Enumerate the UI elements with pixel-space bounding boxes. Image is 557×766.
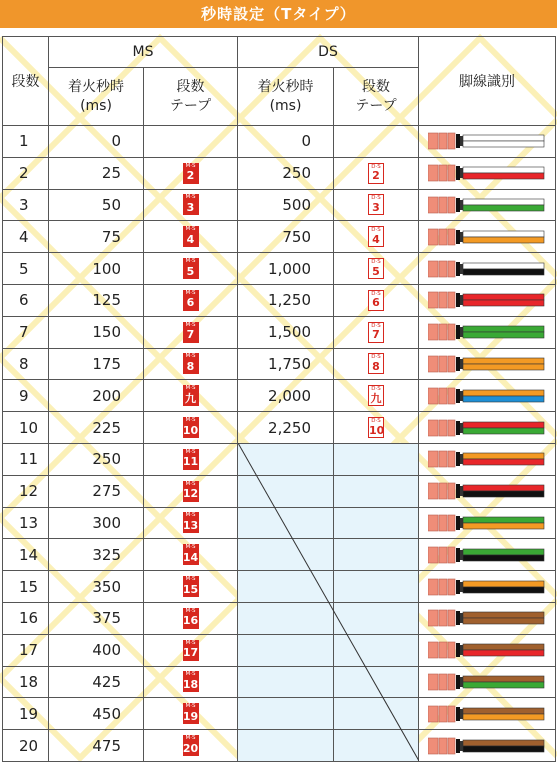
ms-stage-tape: M·S 10 bbox=[182, 417, 199, 437]
ms-tape-cell bbox=[144, 698, 238, 730]
ms-delay-cell: 300 bbox=[49, 507, 144, 539]
leg-wire-icon bbox=[428, 513, 546, 533]
ds-delay-cell bbox=[238, 602, 334, 634]
ds-tape-cell bbox=[334, 348, 419, 380]
ds-stage-tape: D·S 3 bbox=[368, 194, 384, 215]
wire-id-cell bbox=[419, 602, 556, 634]
stage-cell: 5 bbox=[3, 253, 49, 285]
leg-wire-icon bbox=[428, 259, 546, 279]
table-row bbox=[3, 730, 556, 762]
ms-stage-tape: M·S 11 bbox=[182, 448, 199, 469]
wire-id-cell bbox=[419, 698, 556, 730]
leg-wire-icon bbox=[428, 227, 546, 247]
ds-tape-cell bbox=[334, 698, 419, 730]
ms-tape-cell bbox=[144, 730, 238, 762]
ds-tape-cell bbox=[334, 443, 419, 475]
wire-id-cell bbox=[419, 571, 556, 603]
table-row bbox=[3, 475, 556, 507]
stage-cell: 10 bbox=[3, 412, 49, 444]
ms-delay-cell: 275 bbox=[49, 475, 144, 507]
wire-id-cell bbox=[419, 634, 556, 666]
ms-stage-tape: M·S 14 bbox=[182, 544, 199, 564]
ms-stage-tape: M·S 4 bbox=[183, 226, 199, 247]
ms-delay-cell: 325 bbox=[49, 539, 144, 571]
stage-cell: 11 bbox=[3, 443, 49, 475]
table-row bbox=[3, 157, 556, 189]
ds-stage-tape: D·S 九 bbox=[368, 385, 384, 406]
wire-id-cell bbox=[419, 157, 556, 189]
stage-cell: 4 bbox=[3, 221, 49, 253]
ds-stage-tape: D·S 6 bbox=[368, 290, 384, 311]
table-row bbox=[3, 443, 556, 475]
ms-stage-tape: M·S 15 bbox=[182, 576, 199, 596]
ds-delay-cell: 0 bbox=[238, 126, 334, 158]
ds-tape-cell bbox=[334, 602, 419, 634]
stage-cell: 14 bbox=[3, 539, 49, 571]
stage-cell: 12 bbox=[3, 475, 49, 507]
ms-delay-cell: 425 bbox=[49, 666, 144, 698]
ms-stage-tape: M·S 2 bbox=[183, 163, 199, 184]
ds-delay-header: 着火秒時 (ms) bbox=[238, 68, 334, 126]
ms-stage-tape: M·S 7 bbox=[183, 322, 199, 343]
ms-tape-cell bbox=[144, 412, 238, 444]
leg-wire-icon bbox=[428, 163, 546, 183]
wire-id-cell bbox=[419, 189, 556, 221]
ds-stage-tape: D·S 7 bbox=[368, 322, 384, 343]
ms-stage-tape: M·S 九 bbox=[183, 385, 199, 406]
ds-tape-cell bbox=[334, 316, 419, 348]
ms-tape-cell bbox=[144, 634, 238, 666]
ms-tape-cell bbox=[144, 380, 238, 412]
leg-wire-icon bbox=[428, 354, 546, 374]
table-row bbox=[3, 316, 556, 348]
stage-cell: 15 bbox=[3, 571, 49, 603]
leg-wire-icon bbox=[428, 672, 546, 692]
ms-tape-cell bbox=[144, 539, 238, 571]
ms-tape-cell bbox=[144, 602, 238, 634]
wire-id-cell bbox=[419, 253, 556, 285]
ds-delay-cell bbox=[238, 634, 334, 666]
ds-stage-tape: D·S 5 bbox=[368, 258, 384, 279]
ms-stage-tape: M·S 20 bbox=[182, 735, 199, 755]
ms-delay-cell: 200 bbox=[49, 380, 144, 412]
table-row bbox=[3, 666, 556, 698]
ms-delay-cell: 250 bbox=[49, 443, 144, 475]
leg-wire-icon bbox=[428, 322, 546, 342]
ds-delay-cell: 1,250 bbox=[238, 284, 334, 316]
stage-cell: 3 bbox=[3, 189, 49, 221]
ds-stage-tape: D·S 10 bbox=[369, 418, 385, 437]
ds-delay-cell bbox=[238, 443, 334, 475]
table-row bbox=[3, 507, 556, 539]
stage-cell: 8 bbox=[3, 348, 49, 380]
ms-stage-tape: M·S 6 bbox=[183, 290, 199, 311]
ds-header: DS bbox=[238, 37, 419, 68]
ms-stage-tape: M·S 13 bbox=[182, 512, 199, 532]
table-row bbox=[3, 412, 556, 444]
leg-wire-icon bbox=[428, 449, 546, 469]
wire-id-cell bbox=[419, 730, 556, 762]
leg-wire-icon bbox=[428, 577, 546, 597]
ds-delay-cell bbox=[238, 666, 334, 698]
wire-id-cell bbox=[419, 412, 556, 444]
ms-delay-cell: 475 bbox=[49, 730, 144, 762]
ds-tape-cell bbox=[334, 189, 419, 221]
ms-stage-tape: M·S 18 bbox=[182, 671, 199, 691]
stage-cell: 2 bbox=[3, 157, 49, 189]
ms-tape-cell bbox=[144, 443, 238, 475]
stage-cell: 7 bbox=[3, 316, 49, 348]
table-row bbox=[3, 634, 556, 666]
ms-delay-cell: 75 bbox=[49, 221, 144, 253]
ms-delay-cell: 0 bbox=[49, 126, 144, 158]
stage-cell: 20 bbox=[3, 730, 49, 762]
leg-wire-icon bbox=[428, 704, 546, 724]
wire-id-cell bbox=[419, 126, 556, 158]
table-row bbox=[3, 221, 556, 253]
stage-cell: 16 bbox=[3, 602, 49, 634]
wire-id-cell bbox=[419, 380, 556, 412]
wire-id-cell bbox=[419, 507, 556, 539]
ds-stage-tape: D·S 2 bbox=[368, 163, 384, 184]
leg-wire-icon bbox=[428, 481, 546, 501]
ds-tape-cell bbox=[334, 571, 419, 603]
ms-tape-cell bbox=[144, 475, 238, 507]
table-row bbox=[3, 284, 556, 316]
table-body bbox=[3, 126, 556, 762]
ms-tape-cell bbox=[144, 666, 238, 698]
ms-delay-cell: 150 bbox=[49, 316, 144, 348]
ms-tape-cell bbox=[144, 284, 238, 316]
leg-wire-icon bbox=[428, 736, 546, 756]
page-title: 秒時設定（Tタイプ） bbox=[0, 0, 557, 28]
ms-tape-cell bbox=[144, 189, 238, 221]
ds-delay-cell: 1,750 bbox=[238, 348, 334, 380]
ms-delay-cell: 400 bbox=[49, 634, 144, 666]
ms-delay-cell: 25 bbox=[49, 157, 144, 189]
ms-delay-cell: 450 bbox=[49, 698, 144, 730]
leg-wire-icon bbox=[428, 386, 546, 406]
ms-stage-tape: M·S 19 bbox=[182, 703, 199, 723]
ms-delay-cell: 350 bbox=[49, 571, 144, 603]
ms-stage-tape: M·S 8 bbox=[183, 353, 199, 374]
ds-tape-cell bbox=[334, 666, 419, 698]
ds-tape-cell bbox=[334, 221, 419, 253]
ds-tape-cell bbox=[334, 730, 419, 762]
stage-cell: 9 bbox=[3, 380, 49, 412]
ms-stage-tape: M·S 5 bbox=[183, 258, 199, 279]
ds-delay-cell: 2,000 bbox=[238, 380, 334, 412]
stage-header: 段数 bbox=[3, 37, 49, 126]
ds-tape-cell bbox=[334, 539, 419, 571]
ds-delay-cell bbox=[238, 730, 334, 762]
wire-id-cell bbox=[419, 539, 556, 571]
ds-tape-cell bbox=[334, 475, 419, 507]
ds-delay-cell: 250 bbox=[238, 157, 334, 189]
ms-stage-tape: M·S 3 bbox=[183, 194, 199, 215]
table-row bbox=[3, 253, 556, 285]
ds-delay-cell: 2,250 bbox=[238, 412, 334, 444]
ds-delay-cell: 1,500 bbox=[238, 316, 334, 348]
stage-cell: 19 bbox=[3, 698, 49, 730]
ds-delay-cell: 1,000 bbox=[238, 253, 334, 285]
ds-tape-cell bbox=[334, 412, 419, 444]
ds-tape-cell bbox=[334, 157, 419, 189]
leg-wire-icon bbox=[428, 290, 546, 310]
ms-tape-cell bbox=[144, 316, 238, 348]
ds-delay-cell: 500 bbox=[238, 189, 334, 221]
ds-delay-cell bbox=[238, 539, 334, 571]
ms-delay-cell: 225 bbox=[49, 412, 144, 444]
ds-tape-cell bbox=[334, 284, 419, 316]
ms-stage-tape: M·S 16 bbox=[182, 607, 199, 628]
ds-tape-cell bbox=[334, 253, 419, 285]
ds-stage-tape: D·S 4 bbox=[368, 226, 384, 247]
table-row bbox=[3, 571, 556, 603]
ms-stage-tape: M·S 12 bbox=[182, 480, 199, 501]
ms-delay-cell: 175 bbox=[49, 348, 144, 380]
ms-tape-cell bbox=[144, 126, 238, 158]
ds-delay-cell bbox=[238, 475, 334, 507]
stage-cell: 17 bbox=[3, 634, 49, 666]
ms-header: MS bbox=[49, 37, 238, 68]
ds-stage-tape: D·S 8 bbox=[368, 353, 384, 374]
ds-tape-header: 段数 テープ bbox=[334, 68, 419, 126]
leg-wire-icon bbox=[428, 545, 546, 565]
table-row bbox=[3, 348, 556, 380]
wire-id-cell bbox=[419, 666, 556, 698]
ms-delay-cell: 100 bbox=[49, 253, 144, 285]
wire-id-cell bbox=[419, 348, 556, 380]
leg-wire-icon bbox=[428, 195, 546, 215]
table-row bbox=[3, 602, 556, 634]
ds-tape-cell bbox=[334, 507, 419, 539]
ms-tape-cell bbox=[144, 221, 238, 253]
table-row bbox=[3, 189, 556, 221]
ms-tape-cell bbox=[144, 253, 238, 285]
stage-cell: 13 bbox=[3, 507, 49, 539]
ds-delay-cell: 750 bbox=[238, 221, 334, 253]
ds-delay-cell bbox=[238, 571, 334, 603]
wire-id-cell bbox=[419, 316, 556, 348]
wire-id-cell bbox=[419, 443, 556, 475]
table-row bbox=[3, 380, 556, 412]
ms-delay-cell: 125 bbox=[49, 284, 144, 316]
ms-tape-header: 段数 テープ bbox=[144, 68, 238, 126]
ds-delay-cell bbox=[238, 698, 334, 730]
ds-delay-cell bbox=[238, 507, 334, 539]
table-row bbox=[3, 698, 556, 730]
stage-cell: 18 bbox=[3, 666, 49, 698]
wire-id-cell bbox=[419, 284, 556, 316]
wire-id-cell bbox=[419, 221, 556, 253]
leg-wire-icon bbox=[428, 418, 546, 438]
table-row bbox=[3, 126, 556, 158]
ms-tape-cell bbox=[144, 348, 238, 380]
ds-tape-cell bbox=[334, 380, 419, 412]
ms-stage-tape: M·S 17 bbox=[182, 639, 199, 660]
ms-delay-cell: 50 bbox=[49, 189, 144, 221]
leg-wire-icon bbox=[428, 131, 546, 151]
wire-id-header: 脚線識別 bbox=[419, 37, 556, 126]
ds-tape-cell bbox=[334, 634, 419, 666]
ms-tape-cell bbox=[144, 157, 238, 189]
wire-id-cell bbox=[419, 475, 556, 507]
ds-tape-cell bbox=[334, 126, 419, 158]
table-row bbox=[3, 539, 556, 571]
delay-table bbox=[2, 36, 556, 762]
stage-cell: 6 bbox=[3, 284, 49, 316]
stage-cell: 1 bbox=[3, 126, 49, 158]
header-row-top bbox=[3, 37, 556, 68]
ms-tape-cell bbox=[144, 507, 238, 539]
leg-wire-icon bbox=[428, 608, 546, 628]
ms-delay-header: 着火秒時 (ms) bbox=[49, 68, 144, 126]
ms-delay-cell: 375 bbox=[49, 602, 144, 634]
ms-tape-cell bbox=[144, 571, 238, 603]
leg-wire-icon bbox=[428, 640, 546, 660]
